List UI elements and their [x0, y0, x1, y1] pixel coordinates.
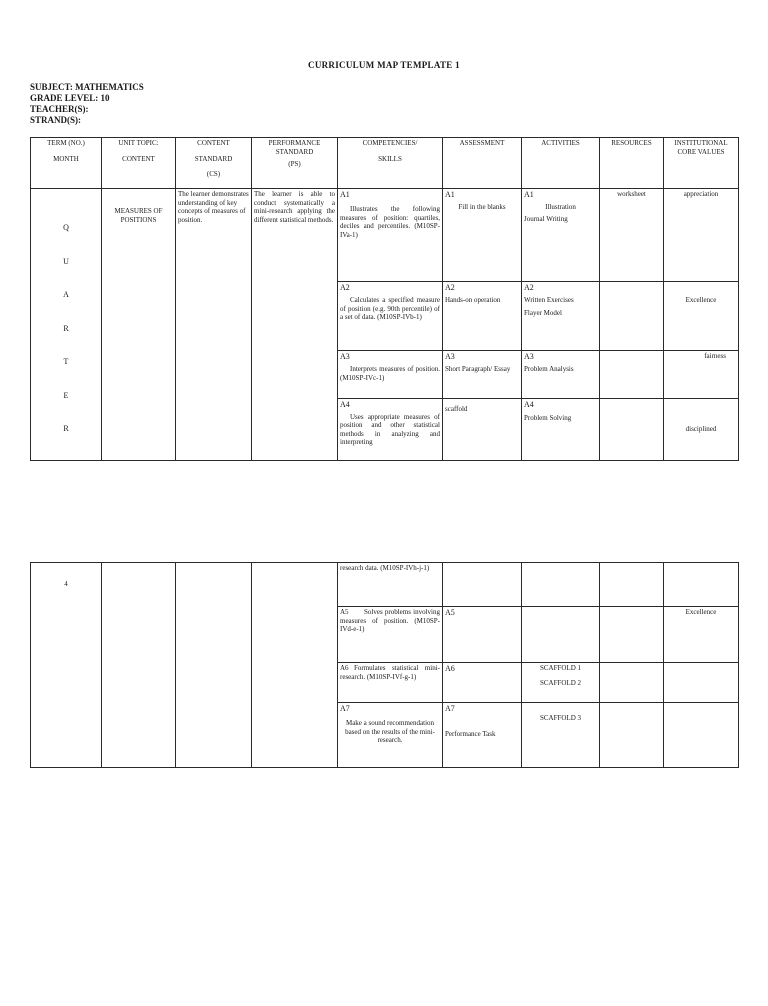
term-cell [31, 563, 102, 768]
grade-level-label: GRADE LEVEL: 10 [30, 93, 110, 103]
resources-cell [600, 398, 664, 460]
performance-standard-cell [252, 189, 338, 461]
header-content-standard: CONTENT STANDARD (CS) [176, 138, 252, 189]
assessment-cell: A7 Performance Task [443, 703, 522, 768]
teacher-label: TEACHER(S): [30, 104, 89, 114]
quarter-letter: T [63, 357, 69, 366]
assessment-cell: A3 Short Paragraph/ Essay [443, 351, 522, 399]
resources-cell: worksheet [600, 189, 664, 282]
table-header-row [31, 138, 739, 189]
competency-cell: A2 Calculates a specified measure of position (e.g. 90th percentile) of a set of data. (M10SP-IVb-1) [338, 282, 443, 351]
activities-cell: A4 Problem Solving [522, 398, 600, 460]
table-row [31, 189, 739, 282]
assessment-cell: A6 [443, 663, 522, 703]
header-assessment: ASSESSMENT [443, 138, 522, 189]
quarter-letter: Q [63, 223, 69, 232]
core-values-cell: fairness [664, 351, 739, 399]
subject-label: SUBJECT: MATHEMATICS [30, 82, 144, 92]
header-unit-topic: UNIT TOPIC: CONTENT [102, 138, 176, 189]
performance-standard-text: The learner is able to conduct systematically a mini-research applying the different statistical methods. [254, 190, 335, 224]
content-standard-cell [176, 189, 252, 461]
quarter-number: 4 [64, 580, 68, 588]
assessment-cell: A5 [443, 607, 522, 663]
activities-cell: A2 Written Exercises Flayer Model [522, 282, 600, 351]
activities-cell [522, 563, 600, 607]
activities-cell: A1 Illustration Journal Writing [522, 189, 600, 282]
performance-standard-cell [252, 563, 338, 768]
core-values-cell: Excellence [664, 607, 739, 663]
quarter-letter: A [63, 290, 69, 299]
competency-cell: A5 Solves problems involving measures of position. (M10SP-IVd-e-1) [338, 607, 443, 663]
activities-cell [522, 607, 600, 663]
table-row [31, 563, 739, 607]
header-performance-standard: PERFORMANCE STANDARD (PS) [252, 138, 338, 189]
resources-cell [600, 563, 664, 607]
quarter-letter: U [63, 256, 69, 266]
quarter-letter: R [63, 323, 69, 333]
activities-cell: SCAFFOLD 3 [522, 703, 600, 768]
competency-cell: A3 Interprets measures of position. (M10SP-IVc-1) [338, 351, 443, 399]
resources-cell [600, 607, 664, 663]
curriculum-map-table [30, 137, 739, 461]
content-standard-text: The learner demonstrates understanding of key concepts of measures of position. [178, 190, 249, 224]
quarter-letter: R [63, 424, 69, 433]
competency-cell: A4 Uses appropriate measures of position and other statistical methods in analyzing and interpreting [338, 398, 443, 460]
resources-cell [600, 703, 664, 768]
header-term: TERM (NO.) MONTH [31, 138, 102, 189]
competency-cell: A6 Formulates statistical mini-research. (M10SP-IVf-g-1) [338, 663, 443, 703]
core-values-cell [664, 663, 739, 703]
unit-topic-cell [102, 563, 176, 768]
core-values-cell [664, 703, 739, 768]
competency-cell: A1 Illustrates the following measures of position: quartiles, deciles and percentiles. (M10SP-IVa-1) [338, 189, 443, 282]
core-values-cell: disciplined [664, 398, 739, 460]
resources-cell [600, 282, 664, 351]
assessment-cell [443, 563, 522, 607]
curriculum-map-table-continued [30, 562, 739, 768]
assessment-cell: scaffold [443, 398, 522, 460]
assessment-cell: A1 Fill in the blanks [443, 189, 522, 282]
header-competencies: COMPETENCIES/ SKILLS [338, 138, 443, 189]
term-cell [31, 189, 102, 461]
document-title: CURRICULUM MAP TEMPLATE 1 [308, 60, 460, 70]
quarter-letter: E [63, 390, 69, 400]
core-values-cell: appreciation [664, 189, 739, 282]
activities-cell: A3 Problem Analysis [522, 351, 600, 399]
competency-cell: A7 Make a sound recommendation based on the results of the mini-research. [338, 703, 443, 768]
core-values-cell: Excellence [664, 282, 739, 351]
competency-cell: research data. (M10SP-IVh-j-1) [338, 563, 443, 607]
activities-cell: SCAFFOLD 1 SCAFFOLD 2 [522, 663, 600, 703]
resources-cell [600, 663, 664, 703]
strand-label: STRAND(S): [30, 115, 82, 125]
document-meta [30, 82, 144, 126]
assessment-cell: A2 Hands-on operation [443, 282, 522, 351]
resources-cell [600, 351, 664, 399]
content-standard-cell [176, 563, 252, 768]
header-core-values: INSTITUTIONAL CORE VALUES [664, 138, 739, 189]
core-values-cell [664, 563, 739, 607]
header-resources: RESOURCES [600, 138, 664, 189]
unit-topic: MEASURES OF POSITIONS [114, 207, 163, 224]
unit-topic-cell [102, 189, 176, 461]
header-activities: ACTIVITIES [522, 138, 600, 189]
